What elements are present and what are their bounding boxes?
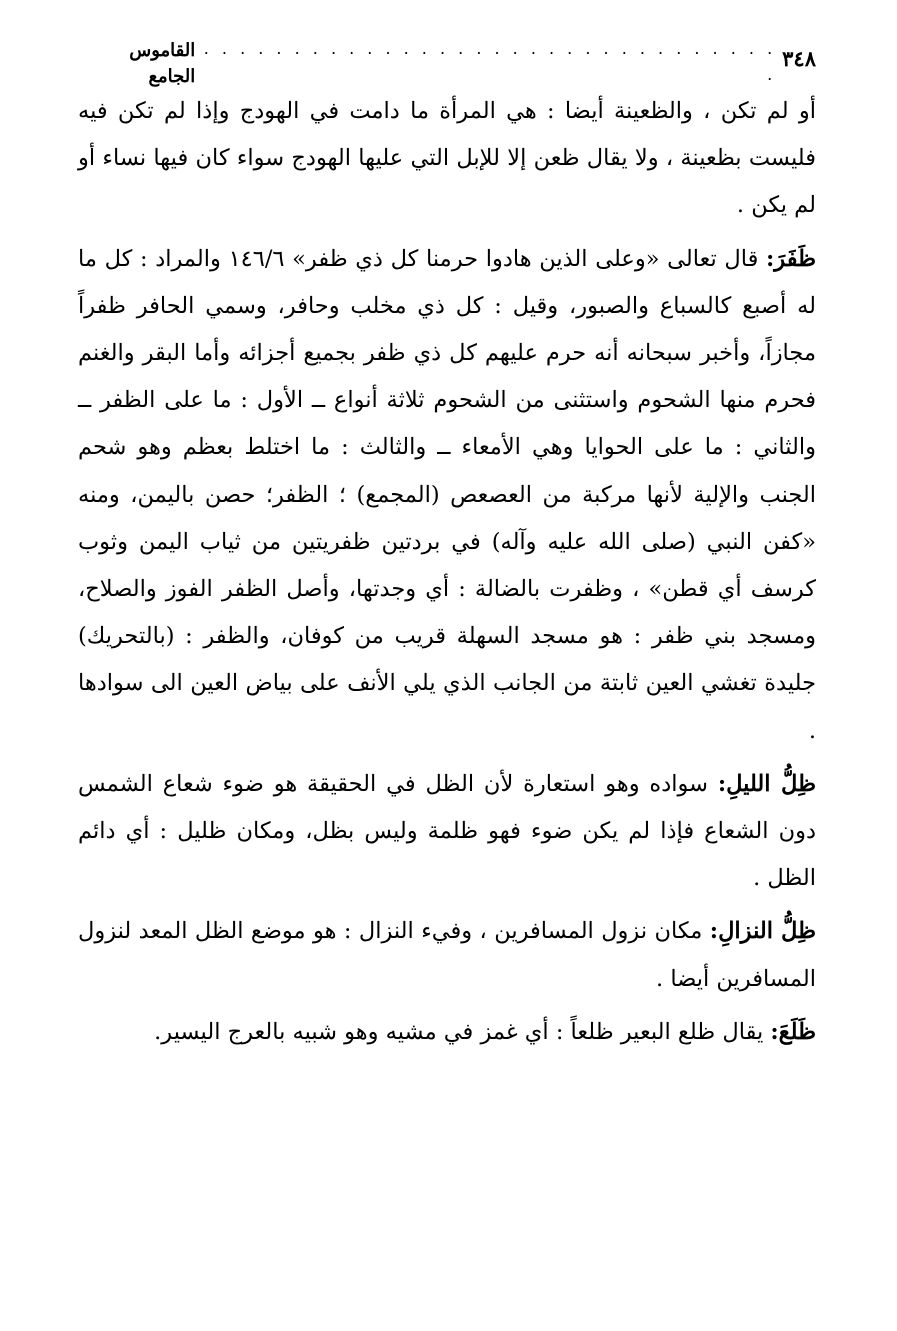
dictionary-entry [78,908,816,1002]
page-content [78,88,816,1056]
dictionary-entry [78,761,816,903]
entry-headword: ظَلَعَ: [770,1018,816,1045]
dictionary-entry [78,1009,816,1056]
entry-text: مكان نزول المسافرين ، وفيء النزال : هو موضع الظل المعد لنزول المسافرين أيضا . [78,918,816,992]
dictionary-entry [78,236,816,755]
header-dot-leader: . . . . . . . . . . . . . . . . . . . . . . . . . . . . . . . . . [203,39,777,84]
dictionary-page [78,30,816,1320]
dictionary-entry-continuation [78,88,816,230]
entry-text: سواده وهو استعارة لأن الظل في الحقيقة هو ضوء شعاع الشمس دون الشعاع فإذا لم يكن ضوء فهو ظلمة وليس بظل، ومكان ظليل : أي دائم الظل . [78,770,816,892]
page-number: ٣٤٨ [782,46,816,71]
page-header [78,30,816,87]
entry-headword: ظَفَرَ: [766,245,817,272]
entry-text: يقال ظلع البعير ظلعاً : أي غمز في مشيه وهو شبيه بالعرج اليسير. [154,1018,771,1045]
entry-headword: ظِلُّ الليلِ: [717,770,816,797]
entry-headword: ظِلُّ النزالِ: [709,918,817,945]
entry-text: أو لم تكن ، والظعينة أيضا : هي المرأة ما دامت في الهودج وإذا لم تكن فيه فليست بظعينة ، ولا يقال ظعن إلا للإبل التي عليها الهودج سواء كان فيها نساء أو لم يكن . [78,98,816,219]
page-number-group [195,30,816,88]
entry-text: قال تعالى «وعلى الذين هادوا حرمنا كل ذي ظفر» ١٤٦/٦ والمراد : كل ما له أصبع كالسباع والصبور، وقيل : كل ذي مخلب وحافر، وسمي الحافر ظفراً مجازاً، وأخبر سبحانه أنه حرم عليهم كل ذي ظفر بجميع أجزائه وأما البقر والغنم فحرم منها الشحوم واستثنى من الشحوم ثلاثة أنواع ــ الأول : ما على الظفر ــ والثاني : ما على الحوايا وهي الأمعاء ــ والثالث : ما اختلط بعظم وهو شحم الجنب والإلية لأنها مركبة من العصعص (المجمع) ؛ الظفر؛ حصن باليمن، ومنه «كفن النبي (صلى الله عليه وآله) في بردتين ظفريتين من ثياب اليمن وثوب كرسف أي قطن» ، وظفرت بالضالة : أي وجدتها، وأصل الظفر الفوز والصلاح، ومسجد بني ظفر : هو مسجد السهلة قريب من كوفان، والظفر : (بالتحريك) جليدة تغشي العين ثابتة من الجانب الذي يلي الأنف على بياض العين الى سوادها . [78,245,816,744]
running-title: القاموس الجامع [129,40,196,87]
